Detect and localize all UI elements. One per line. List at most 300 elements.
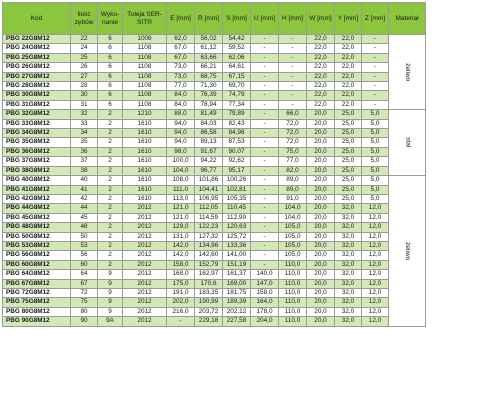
cell-y: 25,0 [335, 138, 362, 147]
table-row [3, 298, 426, 307]
cell-r: 122,23 [195, 223, 223, 232]
cell-e: 94,0 [167, 138, 195, 147]
cell-r: 152,79 [195, 260, 223, 269]
cell-y: 25,0 [335, 176, 362, 185]
cell-s: 54,42 [223, 35, 251, 44]
cell-code: PBG 34G8M12 [3, 129, 71, 138]
cell-h: 105,0 [279, 241, 307, 250]
cell-wykonanie: 2 [98, 223, 123, 232]
col-header-material: Materiał [389, 3, 426, 35]
cell-r: 96,77 [195, 166, 223, 175]
cell-w: 22,0 [307, 53, 335, 62]
col-header-y: Y [mm] [335, 3, 362, 35]
cell-y: 22,0 [335, 44, 362, 53]
table-row [3, 44, 426, 53]
cell-code: PBG 30G8M12 [3, 91, 71, 100]
cell-u: 140,0 [251, 270, 279, 279]
cell-wykonanie: 9 [98, 288, 123, 297]
cell-u: 147,0 [251, 279, 279, 288]
table-row [3, 223, 426, 232]
cell-s: 110,45 [223, 204, 251, 213]
cell-s: 161,37 [223, 270, 251, 279]
cell-e: 142,0 [167, 241, 195, 250]
cell-zebow: 72 [71, 288, 98, 297]
cell-y: 22,0 [335, 72, 362, 81]
cell-w: 20,0 [307, 270, 335, 279]
cell-u: - [251, 100, 279, 109]
cell-w: 22,0 [307, 100, 335, 109]
cell-w: 20,0 [307, 232, 335, 241]
cell-code: PBG 50G8M12 [3, 232, 71, 241]
cell-w: 20,0 [307, 260, 335, 269]
cell-y: 32,0 [335, 223, 362, 232]
cell-code: PBG 44G8M12 [3, 204, 71, 213]
cell-tuleja: 2012 [123, 260, 167, 269]
cell-wykonanie: 2 [98, 260, 123, 269]
cell-u: - [251, 110, 279, 119]
cell-zebow: 56 [71, 251, 98, 260]
cell-tuleja: 2012 [123, 223, 167, 232]
cell-wykonanie: 9 [98, 298, 123, 307]
cell-e: 62,0 [167, 35, 195, 44]
cell-r: 101,86 [195, 176, 223, 185]
cell-r: 66,21 [195, 63, 223, 72]
cell-z: 12,0 [362, 298, 389, 307]
cell-code: PBG 24G8M12 [3, 44, 71, 53]
cell-e: 202,0 [167, 298, 195, 307]
cell-u: - [251, 185, 279, 194]
cell-u: - [251, 251, 279, 260]
cell-wykonanie: 2 [98, 251, 123, 260]
cell-zebow: 40 [71, 176, 98, 185]
cell-s: 79,89 [223, 110, 251, 119]
cell-h: 110,0 [279, 288, 307, 297]
cell-u: - [251, 119, 279, 128]
cell-z: - [362, 100, 389, 109]
cell-w: 20,0 [307, 213, 335, 222]
cell-tuleja: 1108 [123, 53, 167, 62]
cell-z: - [362, 44, 389, 53]
cell-u: - [251, 82, 279, 91]
cell-u: - [251, 204, 279, 213]
cell-z: 12,0 [362, 223, 389, 232]
cell-e: 94,0 [167, 129, 195, 138]
cell-z: - [362, 72, 389, 81]
cell-w: 20,0 [307, 119, 335, 128]
material-cell [389, 176, 426, 327]
cell-tuleja: 1610 [123, 147, 167, 156]
cell-tuleja: 1108 [123, 91, 167, 100]
cell-e: 104,0 [167, 166, 195, 175]
table-row [3, 157, 426, 166]
cell-y: 25,0 [335, 166, 362, 175]
cell-u: 158,0 [251, 288, 279, 297]
cell-z: 5,0 [362, 166, 389, 175]
cell-w: 22,0 [307, 72, 335, 81]
cell-code: PBG 27G8M12 [3, 72, 71, 81]
cell-s: 227,58 [223, 317, 251, 326]
table-row [3, 147, 426, 156]
cell-wykonanie: 2 [98, 166, 123, 175]
cell-code: PBG 41G8M12 [3, 185, 71, 194]
cell-e: 158,0 [167, 260, 195, 269]
cell-s: 95,17 [223, 166, 251, 175]
cell-zebow: 28 [71, 82, 98, 91]
cell-y: 25,0 [335, 157, 362, 166]
cell-wykonanie: 6 [98, 35, 123, 44]
cell-y: 32,0 [335, 260, 362, 269]
cell-y: 25,0 [335, 185, 362, 194]
cell-r: 170,6 [195, 279, 223, 288]
cell-tuleja: 2012 [123, 288, 167, 297]
cell-code: PBG 38G8M12 [3, 166, 71, 175]
cell-z: 12,0 [362, 270, 389, 279]
table-row [3, 241, 426, 250]
cell-h: 105,0 [279, 232, 307, 241]
cell-z: 12,0 [362, 279, 389, 288]
cell-zebow: 48 [71, 223, 98, 232]
cell-s: 64,61 [223, 63, 251, 72]
cell-code: PBG 40G8M12 [3, 176, 71, 185]
cell-zebow: 44 [71, 204, 98, 213]
cell-z: - [362, 63, 389, 72]
cell-s: 82,43 [223, 119, 251, 128]
cell-y: 32,0 [335, 232, 362, 241]
cell-e: 121,0 [167, 204, 195, 213]
cell-u: - [251, 72, 279, 81]
cell-zebow: 33 [71, 119, 98, 128]
cell-e: 98,0 [167, 147, 195, 156]
cell-z: - [362, 91, 389, 100]
cell-u: - [251, 53, 279, 62]
cell-w: 22,0 [307, 35, 335, 44]
cell-h: 72,0 [279, 129, 307, 138]
cell-e: 113,0 [167, 194, 195, 203]
cell-code: PBG 25G8M12 [3, 53, 71, 62]
col-header-e: E [mm] [167, 3, 195, 35]
cell-e: 191,0 [167, 288, 195, 297]
cell-y: 32,0 [335, 288, 362, 297]
cell-tuleja: 1610 [123, 176, 167, 185]
cell-y: 32,0 [335, 241, 362, 250]
cell-s: 125,72 [223, 232, 251, 241]
cell-z: - [362, 35, 389, 44]
cell-y: 22,0 [335, 35, 362, 44]
col-header-w: W [mm] [307, 3, 335, 35]
cell-r: 86,58 [195, 129, 223, 138]
cell-s: 141,00 [223, 251, 251, 260]
cell-code: PBG 31G8M12 [3, 100, 71, 109]
cell-wykonanie: 2 [98, 138, 123, 147]
cell-tuleja: 2012 [123, 270, 167, 279]
table-row [3, 100, 426, 109]
cell-r: 183,35 [195, 288, 223, 297]
cell-y: 32,0 [335, 307, 362, 316]
cell-wykonanie: 6 [98, 53, 123, 62]
cell-zebow: 64 [71, 270, 98, 279]
cell-e: 111,0 [167, 185, 195, 194]
cell-s: 151,19 [223, 260, 251, 269]
cell-zebow: 80 [71, 307, 98, 316]
cell-wykonanie: 2 [98, 241, 123, 250]
cell-u: - [251, 91, 279, 100]
cell-wykonanie: 6 [98, 44, 123, 53]
cell-zebow: 26 [71, 63, 98, 72]
cell-s: 100,26 [223, 176, 251, 185]
cell-h: 89,0 [279, 185, 307, 194]
cell-h: 72,0 [279, 119, 307, 128]
table-row [3, 213, 426, 222]
cell-r: 112,05 [195, 204, 223, 213]
cell-zebow: 34 [71, 129, 98, 138]
cell-zebow: 31 [71, 100, 98, 109]
cell-tuleja: 1008 [123, 35, 167, 44]
cell-z: - [362, 82, 389, 91]
cell-u: - [251, 147, 279, 156]
cell-wykonanie: 2 [98, 157, 123, 166]
cell-e: 94,0 [167, 119, 195, 128]
cell-s: 189,39 [223, 298, 251, 307]
cell-e: 73,0 [167, 63, 195, 72]
cell-code: PBG 26G8M12 [3, 63, 71, 72]
cell-e: 129,0 [167, 223, 195, 232]
product-table-container [2, 2, 426, 327]
cell-u: 178,0 [251, 307, 279, 316]
cell-e: - [167, 317, 195, 326]
cell-code: PBG 75G8M12 [3, 298, 71, 307]
cell-wykonanie: 6 [98, 72, 123, 81]
cell-y: 32,0 [335, 270, 362, 279]
material-label: stal [404, 137, 412, 148]
cell-code: PBG 90G8M12 [3, 317, 71, 326]
cell-y: 22,0 [335, 53, 362, 62]
cell-y: 22,0 [335, 82, 362, 91]
cell-r: 76,39 [195, 91, 223, 100]
cell-zebow: 36 [71, 147, 98, 156]
cell-r: 61,12 [195, 44, 223, 53]
cell-s: 92,62 [223, 157, 251, 166]
cell-z: 12,0 [362, 260, 389, 269]
cell-e: 175,0 [167, 279, 195, 288]
cell-w: 20,0 [307, 288, 335, 297]
cell-y: 25,0 [335, 119, 362, 128]
cell-w: 20,0 [307, 307, 335, 316]
cell-r: 94,22 [195, 157, 223, 166]
cell-z: 5,0 [362, 129, 389, 138]
cell-r: 142,60 [195, 251, 223, 260]
cell-s: 87,53 [223, 138, 251, 147]
cell-code: PBG 64G8M12 [3, 270, 71, 279]
cell-y: 32,0 [335, 251, 362, 260]
cell-e: 77,0 [167, 82, 195, 91]
table-row [3, 260, 426, 269]
cell-z: 12,0 [362, 288, 389, 297]
cell-w: 20,0 [307, 185, 335, 194]
cell-w: 20,0 [307, 176, 335, 185]
cell-wykonanie: 9 [98, 270, 123, 279]
cell-tuleja: 2012 [123, 204, 167, 213]
cell-wykonanie: 9 [98, 279, 123, 288]
cell-z: - [362, 53, 389, 62]
cell-y: 32,0 [335, 298, 362, 307]
cell-u: - [251, 213, 279, 222]
cell-h: 66,0 [279, 110, 307, 119]
cell-u: - [251, 260, 279, 269]
cell-code: PBG 22G8M12 [3, 35, 71, 44]
cell-u: - [251, 194, 279, 203]
cell-w: 22,0 [307, 44, 335, 53]
cell-z: 12,0 [362, 232, 389, 241]
cell-z: 5,0 [362, 119, 389, 128]
cell-tuleja: 2012 [123, 279, 167, 288]
cell-w: 20,0 [307, 317, 335, 326]
cell-r: 84,03 [195, 119, 223, 128]
cell-tuleja: 1610 [123, 185, 167, 194]
cell-h: 89,0 [279, 176, 307, 185]
cell-e: 108,0 [167, 176, 195, 185]
cell-wykonanie: 9 [98, 307, 123, 316]
cell-r: 71,30 [195, 82, 223, 91]
cell-z: 5,0 [362, 147, 389, 156]
col-header-r: R [mm] [195, 3, 223, 35]
cell-code: PBG 53G8M12 [3, 241, 71, 250]
cell-s: 84,98 [223, 129, 251, 138]
cell-r: 81,49 [195, 110, 223, 119]
header-row [3, 3, 426, 35]
cell-code: PBG 36G8M12 [3, 147, 71, 156]
cell-wykonanie: 2 [98, 204, 123, 213]
cell-e: 131,0 [167, 232, 195, 241]
col-header-tuleja: Tuleja SER-SIT® [123, 3, 167, 35]
cell-s: 102,81 [223, 185, 251, 194]
material-cell [389, 35, 426, 110]
cell-r: 229,18 [195, 317, 223, 326]
cell-h: 105,0 [279, 251, 307, 260]
table-row [3, 82, 426, 91]
cell-e: 168,0 [167, 270, 195, 279]
table-row [3, 110, 426, 119]
cell-w: 20,0 [307, 251, 335, 260]
table-row [3, 288, 426, 297]
cell-h: 104,0 [279, 204, 307, 213]
cell-h: 104,0 [279, 213, 307, 222]
table-row [3, 166, 426, 175]
table-row [3, 185, 426, 194]
cell-wykonanie: 2 [98, 129, 123, 138]
cell-code: PBG 28G8M12 [3, 82, 71, 91]
cell-tuleja: 1610 [123, 119, 167, 128]
cell-s: 181,75 [223, 288, 251, 297]
table-row [3, 194, 426, 203]
cell-h: 82,0 [279, 166, 307, 175]
cell-code: PBG 72G8M12 [3, 288, 71, 297]
cell-h: 72,0 [279, 138, 307, 147]
cell-code: PBG 37G8M12 [3, 157, 71, 166]
cell-r: 104,41 [195, 185, 223, 194]
cell-e: 67,0 [167, 44, 195, 53]
col-header-zebow: Ilość zębów [71, 3, 98, 35]
cell-r: 68,75 [195, 72, 223, 81]
cell-tuleja: 1610 [123, 129, 167, 138]
cell-r: 190,99 [195, 298, 223, 307]
cell-wykonanie: 6 [98, 91, 123, 100]
cell-tuleja: 2012 [123, 317, 167, 326]
cell-r: 56,02 [195, 35, 223, 44]
cell-w: 20,0 [307, 241, 335, 250]
table-row [3, 129, 426, 138]
cell-tuleja: 2012 [123, 213, 167, 222]
cell-s: 69,70 [223, 82, 251, 91]
cell-tuleja: 2012 [123, 251, 167, 260]
cell-wykonanie: 2 [98, 194, 123, 203]
cell-r: 78,94 [195, 100, 223, 109]
cell-z: 5,0 [362, 176, 389, 185]
cell-wykonanie: 6 [98, 63, 123, 72]
cell-h: - [279, 91, 307, 100]
cell-h: 91,0 [279, 194, 307, 203]
cell-h: 110,0 [279, 317, 307, 326]
cell-h: - [279, 63, 307, 72]
cell-u: - [251, 157, 279, 166]
cell-h: 105,0 [279, 223, 307, 232]
col-header-u: U [mm] [251, 3, 279, 35]
col-header-z: Z [mm] [362, 3, 389, 35]
cell-zebow: 50 [71, 232, 98, 241]
cell-w: 20,0 [307, 279, 335, 288]
cell-zebow: 25 [71, 53, 98, 62]
cell-y: 22,0 [335, 100, 362, 109]
cell-s: 120,63 [223, 223, 251, 232]
cell-zebow: 30 [71, 91, 98, 100]
cell-wykonanie: 2 [98, 176, 123, 185]
cell-code: PBG 33G8M12 [3, 119, 71, 128]
cell-u: - [251, 138, 279, 147]
cell-zebow: 75 [71, 298, 98, 307]
table-body [3, 35, 426, 327]
cell-w: 20,0 [307, 138, 335, 147]
cell-tuleja: 1610 [123, 194, 167, 203]
table-row [3, 53, 426, 62]
cell-wykonanie: 6 [98, 82, 123, 91]
cell-tuleja: 2012 [123, 241, 167, 250]
cell-h: 75,0 [279, 147, 307, 156]
cell-zebow: 60 [71, 260, 98, 269]
cell-s: 74,79 [223, 91, 251, 100]
cell-tuleja: 1610 [123, 138, 167, 147]
cell-tuleja: 1108 [123, 44, 167, 53]
cell-e: 121,0 [167, 213, 195, 222]
cell-zebow: 37 [71, 157, 98, 166]
cell-h: 77,0 [279, 157, 307, 166]
cell-w: 22,0 [307, 91, 335, 100]
cell-y: 32,0 [335, 279, 362, 288]
cell-h: 110,0 [279, 307, 307, 316]
cell-z: 12,0 [362, 317, 389, 326]
material-label: żeliwo [404, 241, 412, 260]
cell-h: 110,0 [279, 298, 307, 307]
cell-wykonanie: 2 [98, 110, 123, 119]
cell-w: 20,0 [307, 157, 335, 166]
cell-zebow: 27 [71, 72, 98, 81]
cell-u: - [251, 35, 279, 44]
cell-y: 25,0 [335, 129, 362, 138]
cell-zebow: 42 [71, 194, 98, 203]
cell-e: 73,0 [167, 72, 195, 81]
table-row [3, 279, 426, 288]
cell-wykonanie: 6 [98, 100, 123, 109]
cell-wykonanie: 2 [98, 119, 123, 128]
cell-u: - [251, 63, 279, 72]
